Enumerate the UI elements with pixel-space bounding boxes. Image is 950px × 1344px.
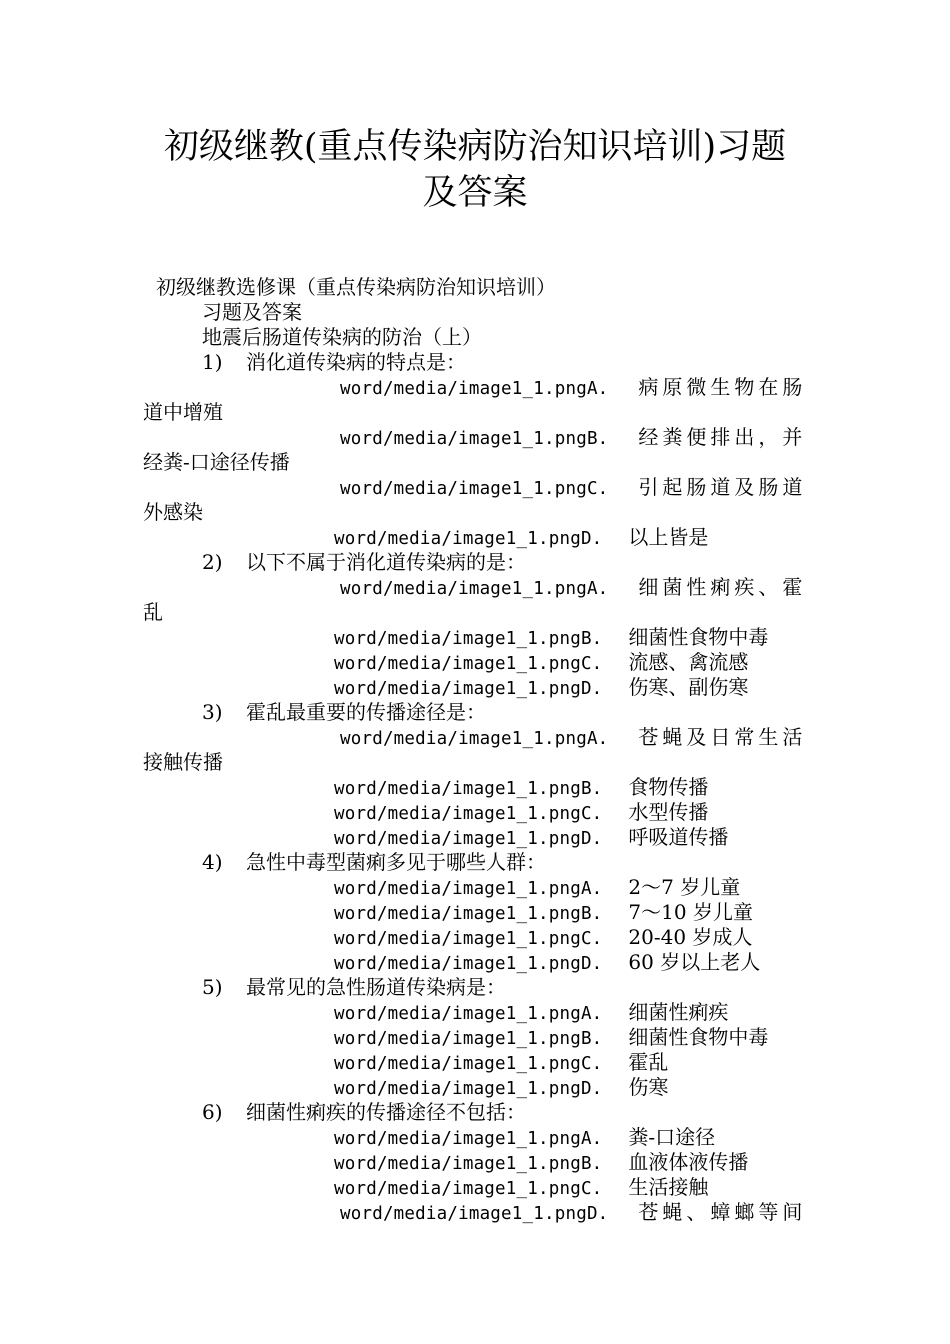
- question-number: 4): [202, 850, 223, 874]
- option-letter: D.: [580, 1079, 603, 1099]
- option-letter: C.: [580, 929, 603, 949]
- question-text: 霍乱最重要的传播途径是：: [246, 700, 486, 724]
- image-path: word/media/image1_1.png: [334, 629, 581, 649]
- option-6d: [340, 1200, 806, 1227]
- option-letter: C.: [580, 804, 603, 824]
- option-2a: [340, 575, 806, 602]
- option-text: 细菌性食物中毒: [628, 625, 769, 649]
- image-path: word/media/image1_1.png: [334, 1079, 581, 1099]
- image-path: word/media/image1_1.png: [334, 1004, 581, 1024]
- image-path: word/media/image1_1.png: [334, 1129, 581, 1149]
- option-letter: D.: [580, 529, 603, 549]
- option-letter: A.: [586, 729, 609, 749]
- option-4b: [334, 900, 753, 927]
- question-text: 急性中毒型菌痢多见于哪些人群：: [246, 850, 546, 874]
- image-path: word/media/image1_1.png: [334, 779, 581, 799]
- image-path: word/media/image1_1.png: [340, 1204, 587, 1224]
- option-text: 伤寒: [628, 1075, 669, 1099]
- image-path: word/media/image1_1.png: [334, 804, 581, 824]
- option-text: 细菌性痢疾、霍: [638, 575, 807, 599]
- option-text: 苍蝇、蟑螂等间: [638, 1200, 807, 1224]
- option-text: 伤寒、副伤寒: [628, 675, 749, 699]
- option-letter: D.: [580, 954, 603, 974]
- question-6: [202, 1100, 526, 1125]
- option-letter: A.: [586, 579, 609, 599]
- question-text: 以下不属于消化道传染病的是：: [246, 550, 526, 574]
- option-letter: D.: [580, 679, 603, 699]
- image-path: word/media/image1_1.png: [334, 1154, 581, 1174]
- option-letter: B.: [580, 779, 603, 799]
- image-path: word/media/image1_1.png: [340, 729, 587, 749]
- option-2b: [334, 625, 768, 652]
- option-text: 经粪便排出，并: [638, 425, 807, 449]
- option-letter: C.: [580, 654, 603, 674]
- option-1a: [340, 375, 806, 402]
- option-2a-continued: 乱: [143, 600, 163, 624]
- question-text: 最常见的急性肠道传染病是：: [246, 975, 506, 999]
- option-text: 以上皆是: [628, 525, 709, 549]
- section-heading: 地震后肠道传染病的防治（上）: [202, 325, 482, 349]
- image-path: word/media/image1_1.png: [340, 379, 587, 399]
- image-path: word/media/image1_1.png: [340, 429, 587, 449]
- option-text: 苍蝇及日常生活: [638, 725, 807, 749]
- option-2c: [334, 650, 748, 677]
- image-path: word/media/image1_1.png: [334, 1054, 581, 1074]
- option-text: 呼吸道传播: [628, 825, 729, 849]
- option-text: 病原微生物在肠: [638, 375, 807, 399]
- option-2d: [334, 675, 748, 702]
- option-text: 霍乱: [628, 1050, 669, 1074]
- option-1b: [340, 425, 806, 452]
- option-1c: [340, 475, 806, 502]
- image-path: word/media/image1_1.png: [334, 679, 581, 699]
- option-5b: [334, 1025, 768, 1052]
- option-letter: A.: [580, 1129, 603, 1149]
- option-letter: B.: [580, 904, 603, 924]
- option-text: 生活接触: [628, 1175, 709, 1199]
- question-number: 1): [202, 350, 223, 374]
- option-letter: B.: [580, 629, 603, 649]
- option-5c: [334, 1050, 668, 1077]
- option-3b: [334, 775, 708, 802]
- option-text: 流感、禽流感: [628, 650, 749, 674]
- option-text: 水型传播: [628, 800, 709, 824]
- image-path: word/media/image1_1.png: [334, 654, 581, 674]
- option-letter: C.: [586, 479, 609, 499]
- question-2: [202, 550, 526, 575]
- option-text: 粪-口途径: [628, 1125, 716, 1149]
- option-5d: [334, 1075, 668, 1102]
- option-letter: D.: [586, 1204, 609, 1224]
- option-letter: D.: [580, 829, 603, 849]
- option-text: 血液体液传播: [628, 1150, 749, 1174]
- image-path: word/media/image1_1.png: [334, 1179, 581, 1199]
- option-text: 20-40 岁成人: [628, 925, 753, 949]
- option-6a: [334, 1125, 715, 1152]
- question-4: [202, 850, 546, 875]
- option-4d: [334, 950, 760, 977]
- question-number: 5): [202, 975, 223, 999]
- question-1: [202, 350, 466, 375]
- option-letter: C.: [580, 1054, 603, 1074]
- option-text: 引起肠道及肠道: [638, 475, 807, 499]
- option-5a: [334, 1000, 728, 1027]
- option-3c: [334, 800, 708, 827]
- option-letter: B.: [580, 1029, 603, 1049]
- image-path: word/media/image1_1.png: [334, 1029, 581, 1049]
- option-text: 7～10 岁儿童: [628, 900, 753, 924]
- option-letter: A.: [580, 1004, 603, 1024]
- image-path: word/media/image1_1.png: [334, 529, 581, 549]
- question-text: 细菌性痢疾的传播途径不包括：: [246, 1100, 526, 1124]
- option-1a-continued: 道中增殖: [143, 400, 223, 424]
- option-6b: [334, 1150, 748, 1177]
- option-letter: A.: [580, 879, 603, 899]
- option-1c-continued: 外感染: [143, 500, 203, 524]
- question-text: 消化道传染病的特点是：: [246, 350, 466, 374]
- option-6c: [334, 1175, 708, 1202]
- image-path: word/media/image1_1.png: [340, 479, 587, 499]
- course-subtitle: 习题及答案: [202, 300, 302, 324]
- image-path: word/media/image1_1.png: [334, 829, 581, 849]
- option-text: 细菌性痢疾: [628, 1000, 729, 1024]
- image-path: word/media/image1_1.png: [340, 579, 587, 599]
- question-5: [202, 975, 506, 1000]
- option-3a-continued: 接触传播: [143, 750, 223, 774]
- course-heading: 初级继教选修课（重点传染病防治知识培训）: [156, 275, 556, 299]
- option-3d: [334, 825, 728, 852]
- image-path: word/media/image1_1.png: [334, 879, 581, 899]
- question-number: 3): [202, 700, 223, 724]
- question-3: [202, 700, 486, 725]
- option-text: 2～7 岁儿童: [628, 875, 741, 899]
- title-line-1: 初级继教(重点传染病防治知识培训)习题: [163, 127, 787, 167]
- image-path: word/media/image1_1.png: [334, 904, 581, 924]
- option-letter: A.: [586, 379, 609, 399]
- question-number: 2): [202, 550, 223, 574]
- option-text: 60 岁以上老人: [628, 950, 761, 974]
- image-path: word/media/image1_1.png: [334, 929, 581, 949]
- document-title: [0, 124, 950, 216]
- option-text: 细菌性食物中毒: [628, 1025, 769, 1049]
- question-number: 6): [202, 1100, 223, 1124]
- option-3a: [340, 725, 806, 752]
- option-1b-continued: 经粪-口途径传播: [143, 450, 290, 474]
- image-path: word/media/image1_1.png: [334, 954, 581, 974]
- option-letter: B.: [586, 429, 609, 449]
- title-line-2: 及答案: [422, 173, 528, 213]
- option-4c: [334, 925, 752, 952]
- option-letter: B.: [580, 1154, 603, 1174]
- option-4a: [334, 875, 740, 902]
- option-letter: C.: [580, 1179, 603, 1199]
- option-1d: [334, 525, 708, 552]
- option-text: 食物传播: [628, 775, 709, 799]
